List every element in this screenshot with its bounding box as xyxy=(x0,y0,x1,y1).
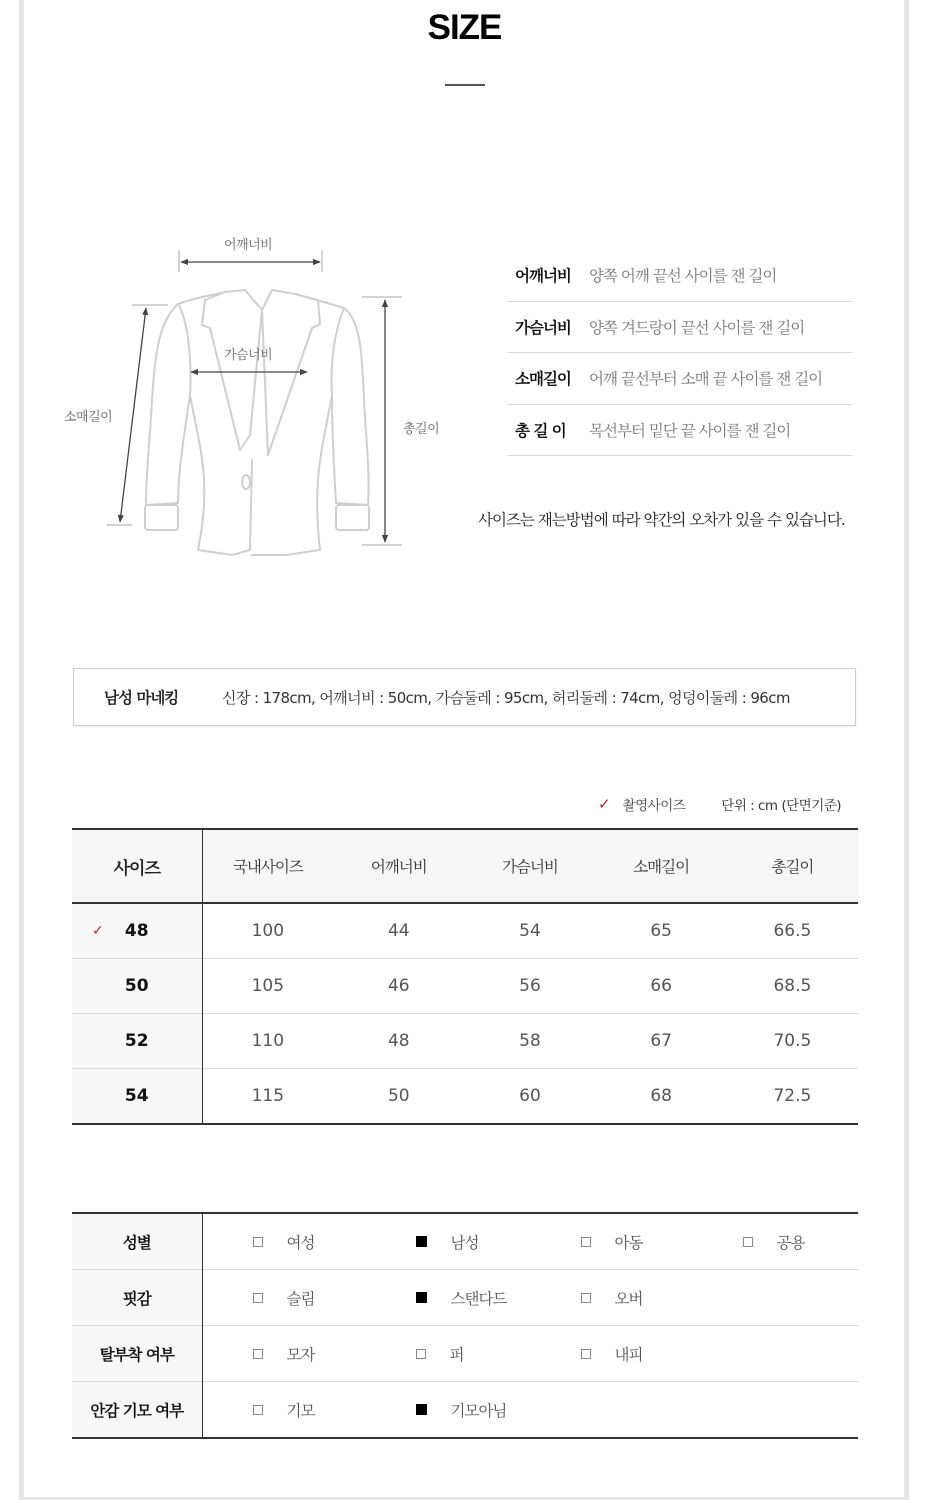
mannequin-info-box xyxy=(73,668,856,726)
sleeve-cell: 65 xyxy=(650,920,672,941)
definition-description: 양쪽 어깨 끝선 사이를 잰 길이 xyxy=(589,267,777,286)
product-attributes-table xyxy=(72,1212,858,1439)
attribute-label: 핏감 xyxy=(72,1270,202,1326)
checkbox-empty-icon xyxy=(253,1293,263,1303)
total-cell: 66.5 xyxy=(773,920,812,941)
size-cell xyxy=(72,958,202,1013)
title-divider xyxy=(445,84,485,86)
option-label: 기모아님 xyxy=(450,1401,507,1420)
measurement-definitions xyxy=(507,250,852,456)
definition-term: 소매길이 xyxy=(515,370,571,389)
checkbox-empty-icon xyxy=(416,1349,426,1359)
definition-description: 목선부터 밑단 끝 사이를 잰 길이 xyxy=(589,421,791,440)
checkbox-empty-icon xyxy=(253,1405,263,1415)
option-label: 여성 xyxy=(286,1233,315,1252)
definition-row xyxy=(507,302,852,354)
total-cell: 70.5 xyxy=(773,1031,812,1052)
attribute-label: 탈부착 여부 xyxy=(72,1326,202,1382)
option-label: 아동 xyxy=(614,1233,643,1252)
table-row xyxy=(72,1014,858,1069)
table-row xyxy=(72,958,858,1013)
option-unisex xyxy=(743,1214,805,1269)
definition-term: 총 길 이 xyxy=(515,421,566,440)
option-label: 슬림 xyxy=(286,1289,315,1308)
checkbox-empty-icon xyxy=(581,1349,591,1359)
checkbox-empty-icon xyxy=(581,1237,591,1247)
checkbox-empty-icon xyxy=(253,1349,263,1359)
option-label: 남성 xyxy=(450,1233,479,1252)
size-table xyxy=(72,828,858,1125)
option-label: 기모 xyxy=(286,1401,315,1420)
definition-row xyxy=(507,353,852,405)
size-table-legend xyxy=(598,794,841,814)
table-header-row xyxy=(72,829,858,903)
jacket-measurement-diagram xyxy=(50,220,460,570)
checkbox-filled-icon xyxy=(416,1404,427,1415)
diagram-label-total: 총길이 xyxy=(403,422,440,437)
table-row xyxy=(72,903,858,958)
diagram-label-sleeve: 소매길이 xyxy=(64,410,113,425)
checkbox-empty-icon xyxy=(581,1293,591,1303)
option-no-fleece xyxy=(416,1382,507,1437)
domestic-cell: 105 xyxy=(251,975,285,996)
diagram-label-chest: 가슴너비 xyxy=(224,348,273,363)
chest-cell: 54 xyxy=(519,920,541,941)
size-value: 50 xyxy=(124,975,149,996)
option-fleece xyxy=(253,1382,315,1437)
photo-size-label: 촬영사이즈 xyxy=(622,798,686,814)
option-over xyxy=(581,1270,643,1325)
checkbox-filled-icon xyxy=(416,1236,427,1247)
size-cell xyxy=(72,903,202,958)
definition-description: 양쪽 겨드랑이 끝선 사이를 잰 길이 xyxy=(589,318,805,337)
size-cell xyxy=(72,1014,202,1069)
attribute-options xyxy=(202,1382,858,1439)
measurement-note: 사이즈는 재는방법에 따라 약간의 오차가 있을 수 있습니다. xyxy=(478,511,845,529)
attribute-options xyxy=(202,1213,858,1270)
option-kids xyxy=(581,1214,643,1269)
sleeve-cell: 66 xyxy=(650,975,672,996)
option-label: 내피 xyxy=(614,1345,643,1364)
header-shoulder: 어깨너비 xyxy=(370,858,427,876)
domestic-cell: 110 xyxy=(251,1031,285,1052)
attribute-row-fit xyxy=(72,1270,858,1326)
page-border-left xyxy=(19,0,24,1500)
option-label: 모자 xyxy=(286,1345,315,1364)
total-cell: 68.5 xyxy=(773,975,812,996)
header-domestic-size: 국내사이즈 xyxy=(232,858,303,876)
header-chest: 가슴너비 xyxy=(502,858,558,876)
shoulder-cell: 46 xyxy=(387,975,410,996)
sleeve-cell: 68 xyxy=(650,1086,672,1107)
check-icon: ✓ xyxy=(598,795,611,813)
shoulder-cell: 50 xyxy=(387,1086,410,1107)
mannequin-label: 남성 마네킹 xyxy=(104,689,179,707)
header-total-length: 총길이 xyxy=(771,858,814,876)
diagram-label-shoulder: 어깨너비 xyxy=(224,238,273,253)
checkbox-filled-icon xyxy=(416,1292,427,1303)
attribute-row-gender xyxy=(72,1213,858,1270)
size-value: 52 xyxy=(124,1031,149,1052)
attribute-options xyxy=(202,1270,858,1326)
option-label: 스탠다드 xyxy=(450,1289,507,1308)
size-value: 48 xyxy=(124,920,149,941)
size-value: 54 xyxy=(124,1086,149,1107)
shoulder-cell: 48 xyxy=(387,1031,410,1052)
attribute-row-detachable xyxy=(72,1326,858,1382)
table-row xyxy=(72,1069,858,1124)
attribute-label: 성별 xyxy=(72,1213,202,1270)
jacket-illustration-icon xyxy=(50,220,460,570)
attribute-label: 안감 기모 여부 xyxy=(72,1382,202,1439)
option-slim xyxy=(253,1270,315,1325)
definition-row xyxy=(507,250,852,302)
shoulder-cell: 44 xyxy=(387,920,410,941)
option-male xyxy=(416,1214,479,1269)
total-cell: 72.5 xyxy=(773,1086,812,1107)
definition-description: 어깨 끝선부터 소매 끝 사이를 잰 길이 xyxy=(589,370,823,389)
attribute-options xyxy=(202,1326,858,1382)
check-icon: ✓ xyxy=(92,922,104,939)
checkbox-empty-icon xyxy=(253,1237,263,1247)
header-size: 사이즈 xyxy=(72,829,202,903)
domestic-cell: 115 xyxy=(251,1086,285,1107)
definition-term: 가슴너비 xyxy=(515,318,571,337)
option-fur xyxy=(416,1326,464,1381)
size-cell xyxy=(72,1069,202,1124)
chest-cell: 60 xyxy=(519,1086,541,1107)
option-liner xyxy=(581,1326,643,1381)
mannequin-measurements: 신장 : 178cm, 어깨너비 : 50cm, 가슴둘레 : 95cm, 허리둘레 : 74cm, 엉덩이둘레 : 96cm xyxy=(222,688,790,707)
option-label: 공용 xyxy=(776,1233,805,1252)
domestic-cell: 100 xyxy=(251,920,285,941)
page-title: SIZE xyxy=(427,8,502,47)
chest-cell: 56 xyxy=(519,975,541,996)
option-label: 퍼 xyxy=(449,1345,464,1364)
definition-term: 어깨너비 xyxy=(515,267,571,286)
option-female xyxy=(253,1214,315,1269)
attribute-row-lining-fleece xyxy=(72,1382,858,1439)
checkbox-empty-icon xyxy=(743,1237,753,1247)
unit-label: 단위 : cm (단면기준) xyxy=(721,798,842,814)
option-label: 오버 xyxy=(614,1289,643,1308)
page-border-right xyxy=(904,0,909,1500)
chest-cell: 58 xyxy=(519,1031,541,1052)
option-hood xyxy=(253,1326,315,1381)
definition-row xyxy=(507,405,852,457)
option-standard xyxy=(416,1270,507,1325)
sleeve-cell: 67 xyxy=(650,1031,672,1052)
header-sleeve: 소매길이 xyxy=(633,858,690,876)
